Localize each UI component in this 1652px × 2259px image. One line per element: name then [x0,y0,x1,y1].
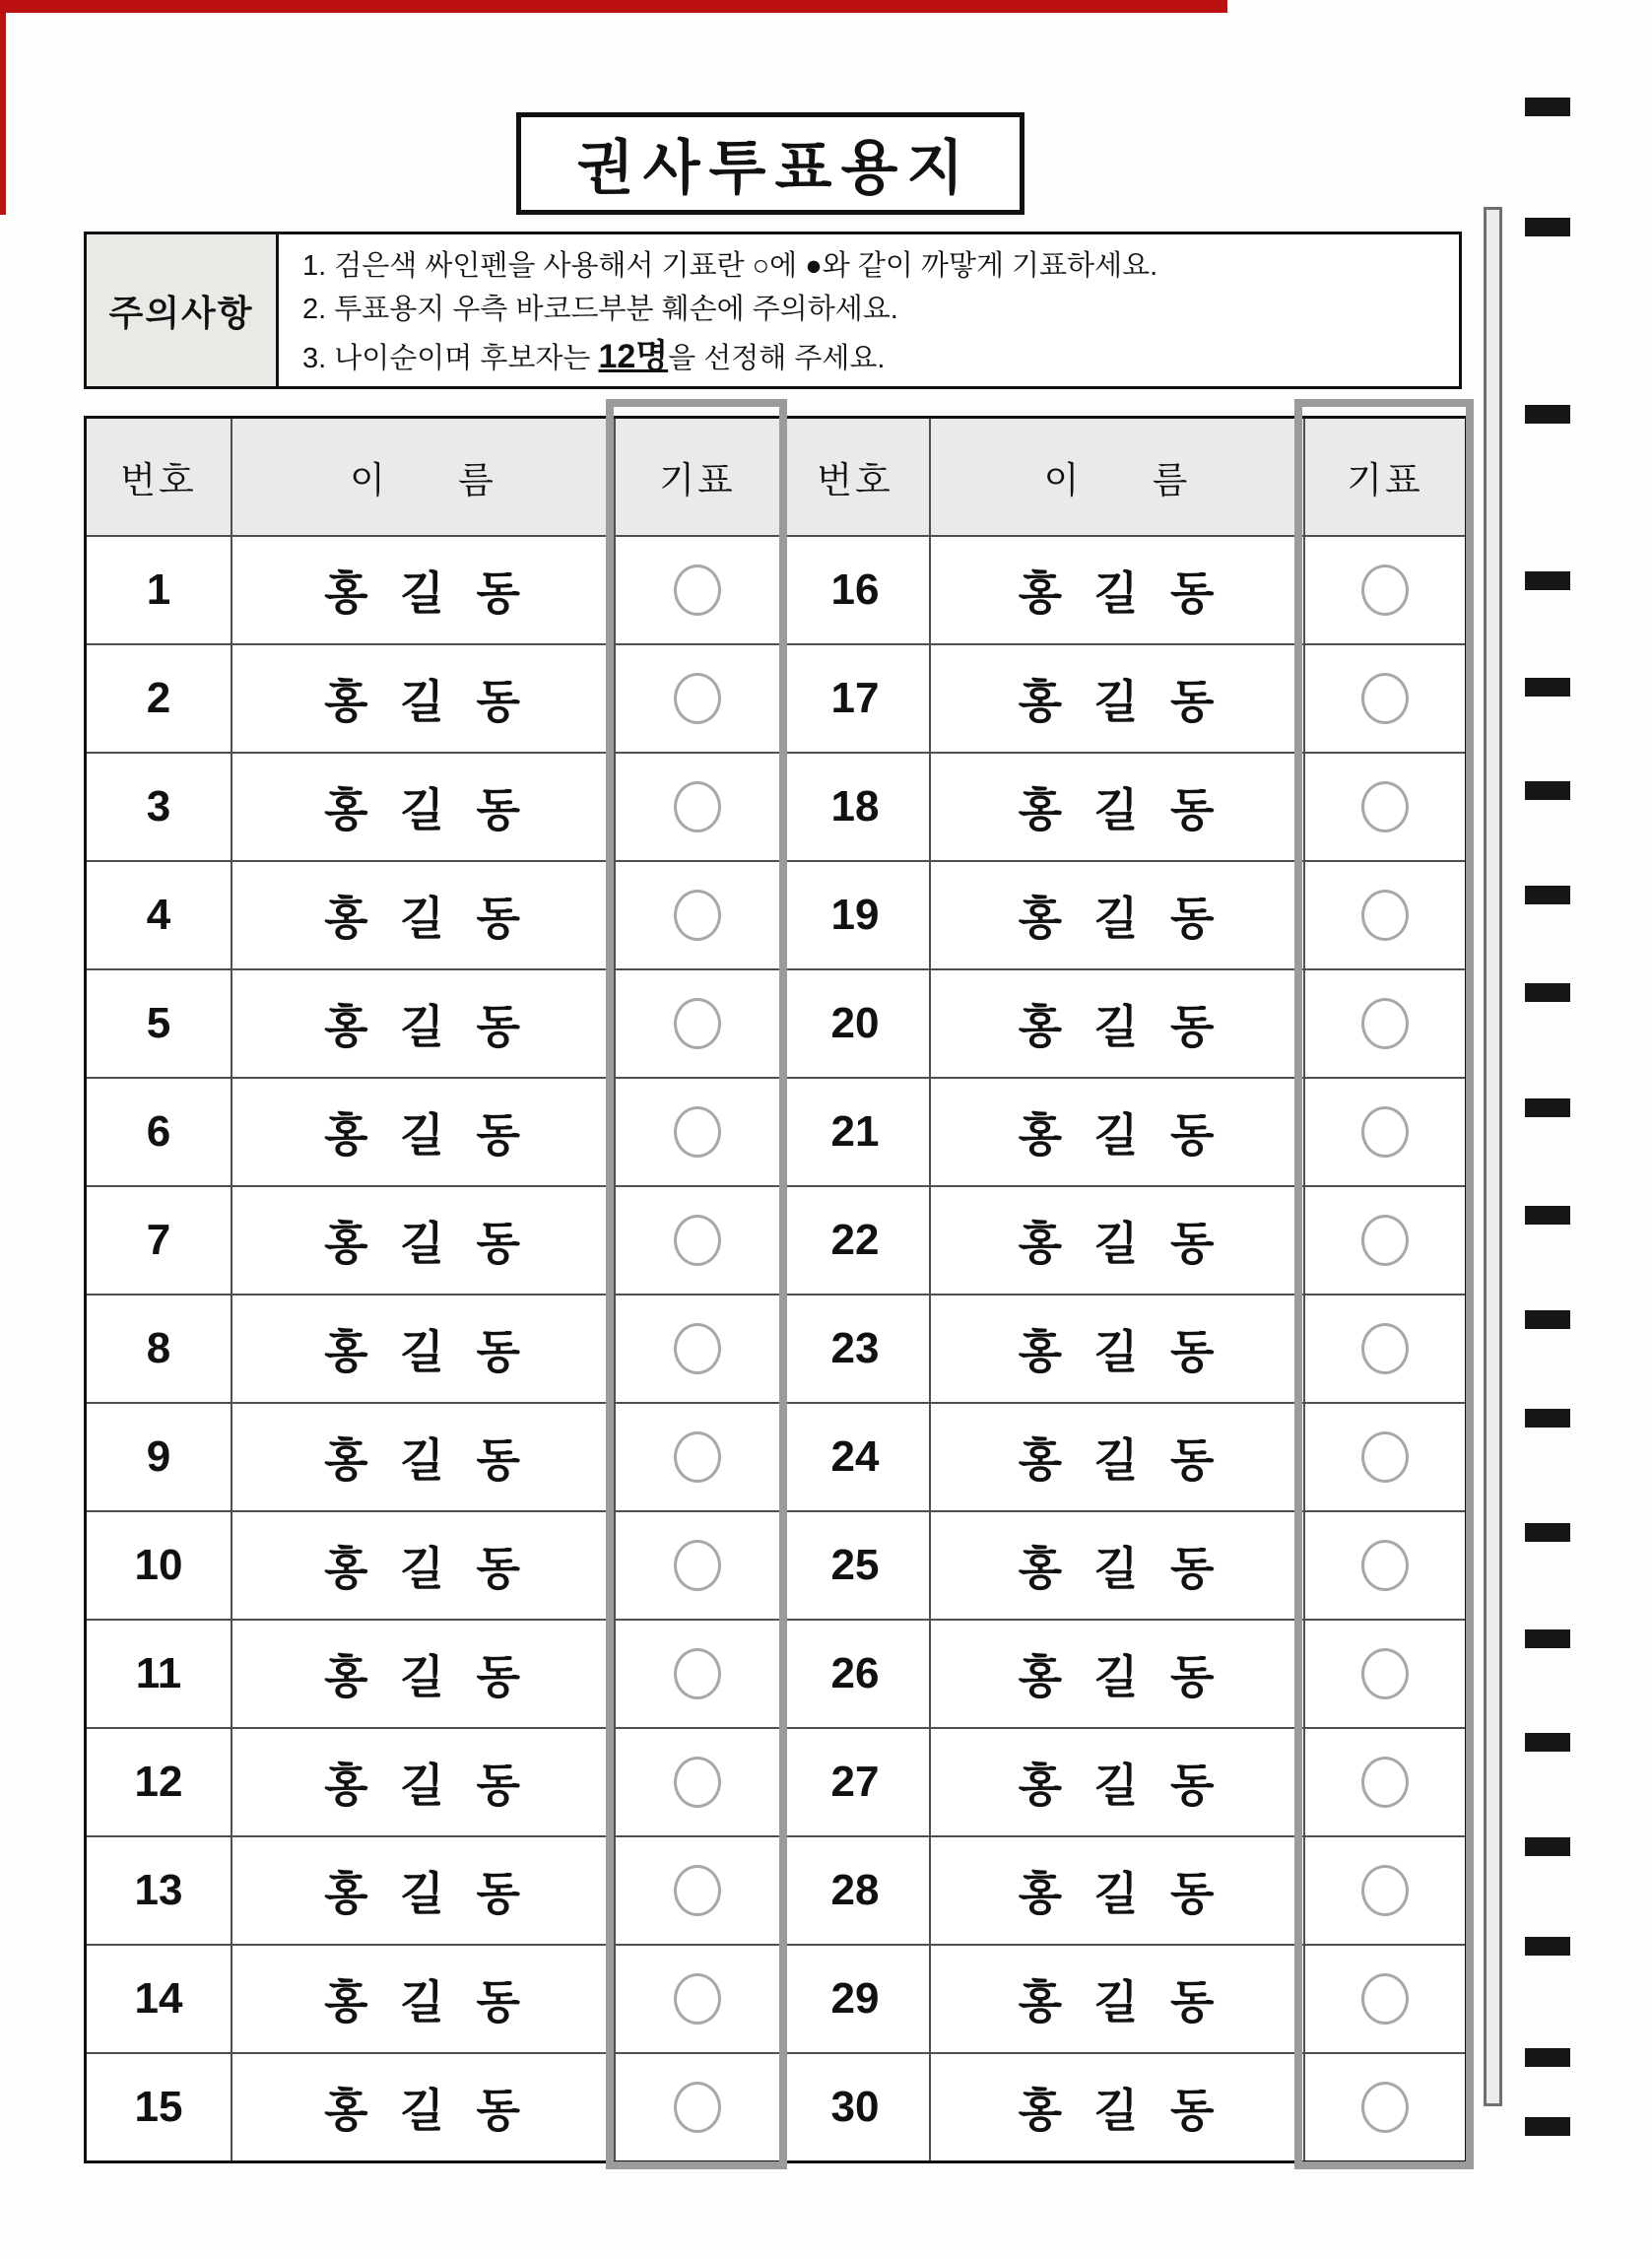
candidate-name-cell: 홍 길 동 [231,1077,614,1185]
ballot-title: 권사투표용지 [576,135,973,201]
candidate-number-cell: 30 [779,2052,929,2160]
mark-cell [1303,968,1465,1077]
mark-circle[interactable] [674,781,721,832]
candidate-name-cell: 홍 길 동 [231,1294,614,1402]
mark-cell [1303,1294,1465,1402]
candidate-number-cell: 17 [779,643,929,752]
mark-circle[interactable] [1361,781,1409,832]
mark-circle[interactable] [674,673,721,724]
candidate-name-cell: 홍 길 동 [231,1185,614,1294]
candidate-number-cell: 4 [87,860,231,968]
column-header-name-right: 이 름 [929,419,1303,535]
column-header-number-right: 번호 [779,419,929,535]
mark-circle[interactable] [674,1106,721,1158]
candidate-name-cell: 홍 길 동 [231,860,614,968]
candidate-number-cell: 18 [779,752,929,860]
mark-circle[interactable] [1361,1973,1409,2025]
notice-instructions [279,234,1459,386]
candidate-number-cell: 8 [87,1294,231,1402]
mark-circle[interactable] [674,1215,721,1266]
candidate-number-cell: 12 [87,1727,231,1835]
barcode-mark [1525,2117,1570,2136]
candidate-name-cell: 홍 길 동 [929,643,1303,752]
notice-instruction: 1. 검은색 싸인펜을 사용해서 기표란 ○에 ●와 같이 까맣게 기표하세요. [302,249,1158,282]
candidate-name-cell: 홍 길 동 [929,1402,1303,1510]
mark-cell [614,1077,779,1185]
mark-cell [1303,752,1465,860]
candidate-number-cell: 25 [779,1510,929,1619]
candidate-number-cell: 7 [87,1185,231,1294]
mark-circle[interactable] [1361,890,1409,941]
mark-cell [1303,1727,1465,1835]
candidate-name-cell: 홍 길 동 [929,1619,1303,1727]
barcode-mark [1525,1310,1570,1329]
barcode-mark [1525,678,1570,697]
barcode-mark [1525,1206,1570,1225]
mark-circle[interactable] [1361,1865,1409,1916]
mark-cell [614,1294,779,1402]
candidate-number-cell: 5 [87,968,231,1077]
candidate-name-cell: 홍 길 동 [929,1944,1303,2052]
mark-cell [614,535,779,643]
barcode-mark [1525,2048,1570,2067]
barcode-mark [1525,1098,1570,1117]
barcode-mark [1525,1629,1570,1648]
candidate-name-cell: 홍 길 동 [231,968,614,1077]
candidate-name-cell: 홍 길 동 [231,1727,614,1835]
mark-circle[interactable] [1361,1106,1409,1158]
column-header-number-left: 번호 [87,419,231,535]
mark-cell [614,1727,779,1835]
candidate-number-cell: 21 [779,1077,929,1185]
candidate-table [84,416,1468,2163]
mark-circle[interactable] [1361,673,1409,724]
barcode-mark [1525,886,1570,904]
scan-edge-top [0,0,1227,13]
mark-circle[interactable] [1361,1323,1409,1374]
barcode-mark [1525,1837,1570,1856]
candidate-name-cell: 홍 길 동 [929,860,1303,968]
notice-instruction: 2. 투표용지 우측 바코드부분 훼손에 주의하세요. [302,293,898,325]
candidate-number-cell: 16 [779,535,929,643]
mark-cell [614,1510,779,1619]
candidate-name-cell: 홍 길 동 [929,1510,1303,1619]
mark-circle[interactable] [674,1323,721,1374]
candidate-name-cell: 홍 길 동 [929,1727,1303,1835]
candidate-number-cell: 2 [87,643,231,752]
mark-cell [1303,1077,1465,1185]
barcode-mark [1525,1409,1570,1428]
barcode-mark [1525,1937,1570,1956]
barcode-mark [1525,571,1570,590]
barcode-mark [1525,1523,1570,1542]
mark-circle[interactable] [674,565,721,616]
mark-circle[interactable] [1361,1757,1409,1808]
mark-cell [1303,1619,1465,1727]
candidate-number-cell: 27 [779,1727,929,1835]
mark-cell [614,752,779,860]
candidate-number-cell: 26 [779,1619,929,1727]
candidate-number-cell: 19 [779,860,929,968]
mark-circle[interactable] [674,1540,721,1591]
mark-circle[interactable] [674,998,721,1049]
column-header-name-left: 이 름 [231,419,614,535]
notice-instruction: 3. 나이순이며 후보자는 12명을 선정해 주세요. [302,338,886,376]
mark-cell [614,1944,779,2052]
barcode-mark [1525,1733,1570,1752]
mark-circle[interactable] [1361,1648,1409,1699]
ballot-title-box [516,112,1024,215]
mark-circle[interactable] [674,1865,721,1916]
candidate-name-cell: 홍 길 동 [929,2052,1303,2160]
candidate-name-cell: 홍 길 동 [929,1185,1303,1294]
candidate-number-cell: 29 [779,1944,929,2052]
candidate-number-cell: 9 [87,1402,231,1510]
mark-circle[interactable] [1361,565,1409,616]
mark-cell [614,968,779,1077]
candidate-name-cell: 홍 길 동 [231,2052,614,2160]
candidate-number-cell: 20 [779,968,929,1077]
mark-circle[interactable] [1361,1540,1409,1591]
candidate-number-cell: 10 [87,1510,231,1619]
candidate-name-cell: 홍 길 동 [231,643,614,752]
mark-circle[interactable] [674,890,721,941]
mark-cell [614,643,779,752]
mark-circle[interactable] [674,1757,721,1808]
barcode-mark [1525,781,1570,800]
mark-cell [1303,1510,1465,1619]
candidate-number-cell: 24 [779,1402,929,1510]
mark-cell [1303,1185,1465,1294]
candidate-number-cell: 22 [779,1185,929,1294]
mark-cell [614,1402,779,1510]
barcode-mark [1525,98,1570,116]
candidate-name-cell: 홍 길 동 [231,1944,614,2052]
mark-cell [614,1835,779,1944]
candidate-name-cell: 홍 길 동 [929,752,1303,860]
candidate-name-cell: 홍 길 동 [231,752,614,860]
candidate-number-cell: 23 [779,1294,929,1402]
column-header-mark-left: 기표 [614,419,779,535]
mark-cell [614,1619,779,1727]
mark-circle[interactable] [674,1648,721,1699]
barcode-mark [1525,983,1570,1002]
mark-cell [1303,643,1465,752]
candidate-number-cell: 13 [87,1835,231,1944]
candidate-number-cell: 15 [87,2052,231,2160]
barcode-mark [1525,218,1570,236]
candidate-name-cell: 홍 길 동 [929,1294,1303,1402]
notice-label: 주의사항 [87,234,279,386]
candidate-name-cell: 홍 길 동 [231,1835,614,1944]
candidate-name-cell: 홍 길 동 [231,1619,614,1727]
mark-circle[interactable] [674,1973,721,2025]
candidate-name-cell: 홍 길 동 [929,1077,1303,1185]
mark-cell [1303,2052,1465,2160]
mark-circle[interactable] [674,1431,721,1483]
candidate-number-cell: 28 [779,1835,929,1944]
mark-circle[interactable] [1361,1215,1409,1266]
candidate-name-cell: 홍 길 동 [929,1835,1303,1944]
candidate-number-cell: 6 [87,1077,231,1185]
mark-circle[interactable] [1361,1431,1409,1483]
mark-cell [1303,1835,1465,1944]
candidate-number-cell: 1 [87,535,231,643]
barcode-mark [1525,405,1570,424]
notice-box [84,232,1462,389]
candidate-number-cell: 14 [87,1944,231,2052]
mark-circle[interactable] [1361,998,1409,1049]
mark-cell [614,860,779,968]
mark-cell [1303,535,1465,643]
mark-cell [1303,1402,1465,1510]
candidate-name-cell: 홍 길 동 [231,1510,614,1619]
column-header-mark-right: 기표 [1303,419,1465,535]
mark-circle[interactable] [1361,2082,1409,2133]
mark-cell [1303,1944,1465,2052]
candidate-number-cell: 3 [87,752,231,860]
scan-edge-left [0,0,6,215]
mark-circle[interactable] [674,2082,721,2133]
mark-cell [614,1185,779,1294]
candidate-name-cell: 홍 길 동 [231,535,614,643]
candidate-name-cell: 홍 길 동 [929,968,1303,1077]
side-bar [1484,207,1502,2106]
candidate-name-cell: 홍 길 동 [231,1402,614,1510]
mark-cell [614,2052,779,2160]
candidate-number-cell: 11 [87,1619,231,1727]
candidate-name-cell: 홍 길 동 [929,535,1303,643]
mark-cell [1303,860,1465,968]
